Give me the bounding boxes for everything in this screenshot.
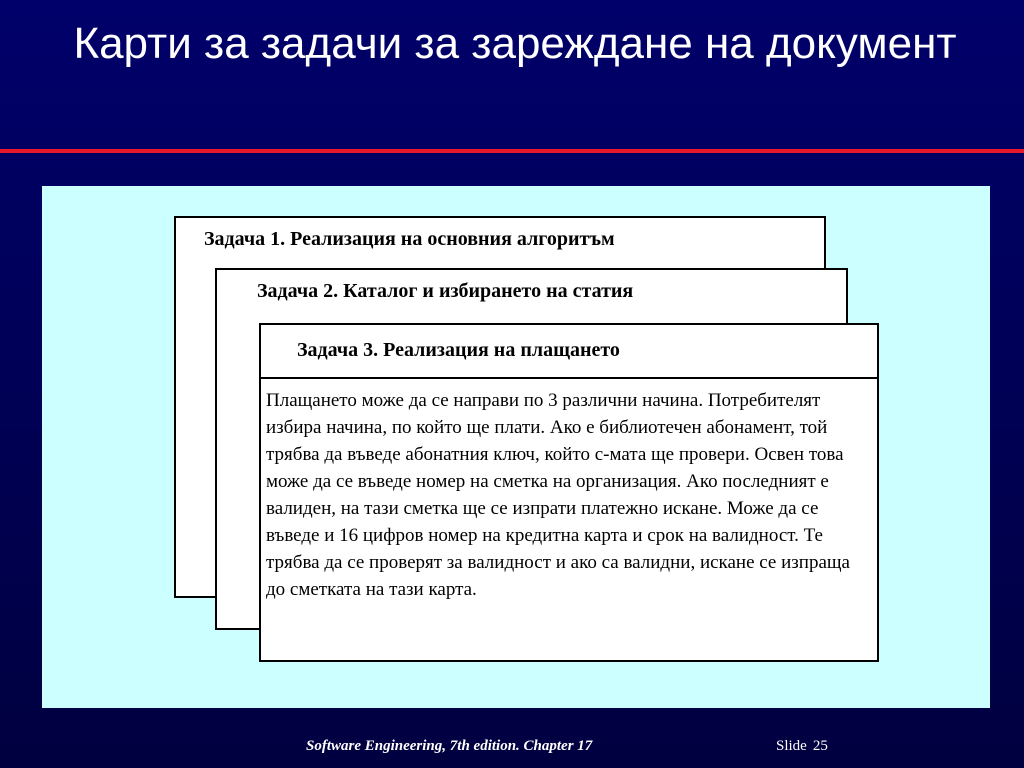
task-card-3 <box>259 323 879 662</box>
footer-slide-number <box>776 738 828 755</box>
task-card-3-title: Задача 3. Реализация на плащането <box>297 339 620 361</box>
slide-label: Slide <box>776 738 807 754</box>
task-card-2-title: Задача 2. Каталог и избирането на статия <box>257 280 634 302</box>
task-card-1-title: Задача 1. Реализация на основния алгоритъм <box>204 228 615 250</box>
title-divider <box>0 149 1024 153</box>
footer-book-title: Software Engineering, 7th edition. Chapter 17 <box>306 738 593 754</box>
task-card-3-divider <box>261 377 877 379</box>
task-card-3-description: Плащането може да се направи по 3 различни начина. Потребителят избира начина, по който ще плати. Ако е библиотечен абонамент, той трябва да въведе абонатния ключ, който с-мата ще провери. Освен това може да се въведе номер на сметка на организация. Ако последният е валиден, на тази сметка ще се изпрати платежно искане. Може да се въведе и 16 цифров номер на кредитна карта и срок на валидност. Те трябва да се проверят за валидност и ако са валидни, искане се изпраща до сметката на тази карта. <box>266 390 850 600</box>
slide-title: Карти за задачи за зареждане на документ <box>73 19 957 68</box>
slide-number: 25 <box>812 738 828 754</box>
